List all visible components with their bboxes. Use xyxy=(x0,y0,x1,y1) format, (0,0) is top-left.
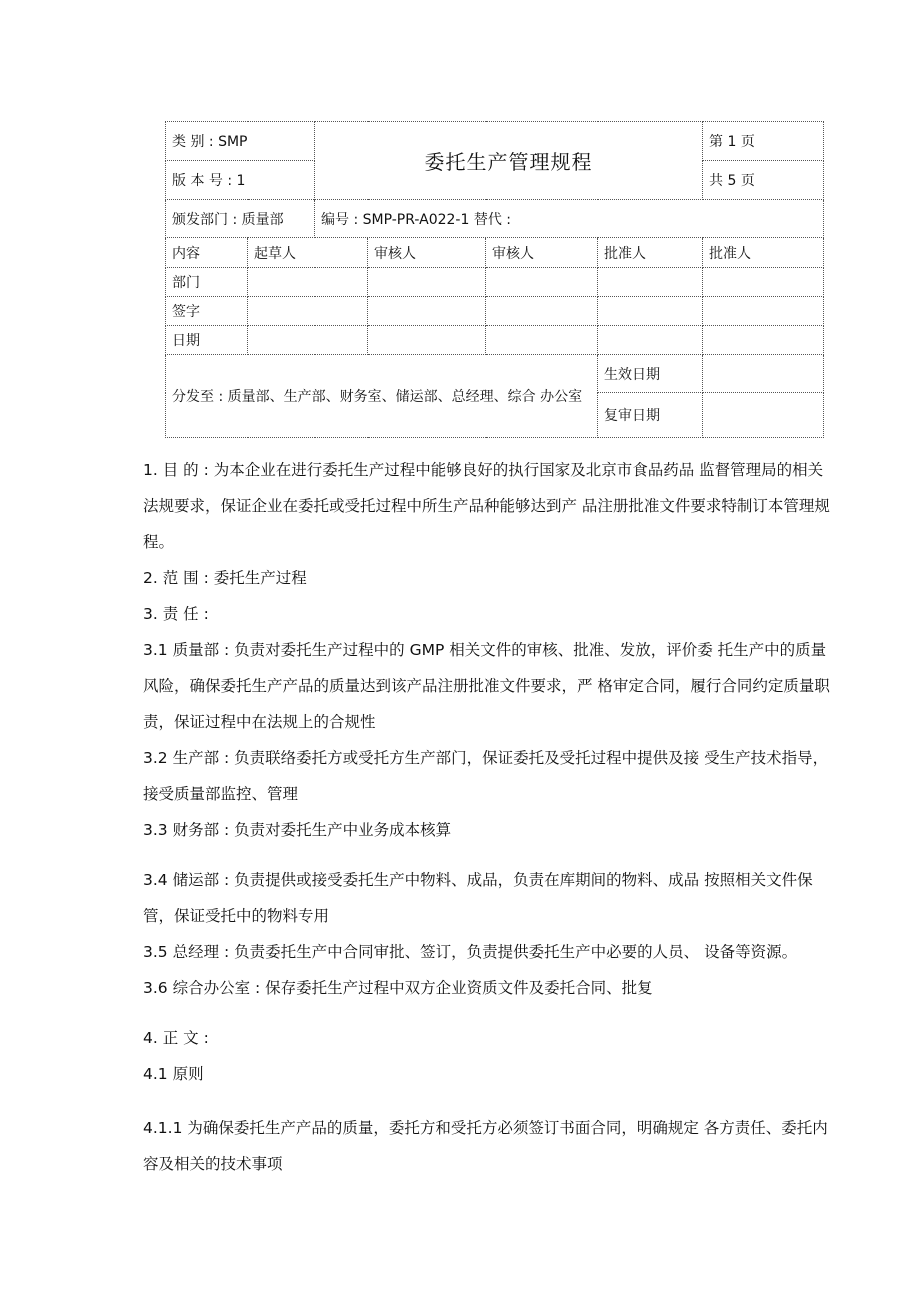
section-main-text: 4. 正 文 : xyxy=(143,1029,209,1047)
col-header: 审核人 xyxy=(486,238,598,268)
review-date-label: 复审日期 xyxy=(598,393,703,438)
document-header-table xyxy=(165,121,824,438)
col-header: 内容 xyxy=(166,238,248,268)
section-admin-office: 3.6 综合办公室 : 保存委托生产过程中双方企业资质文件及委托合同、批复 xyxy=(143,979,653,997)
effective-date-label: 生效日期 xyxy=(598,355,703,393)
issuing-dept-cell: 颁发部门 : 质量部 xyxy=(166,200,315,238)
section-responsibility: 3. 责 任 : xyxy=(143,605,209,623)
row-label: 日期 xyxy=(166,326,248,355)
document-body xyxy=(143,452,838,1182)
row-label: 部门 xyxy=(166,268,248,297)
section-principle-4-1-1: 4.1.1 为确保委托生产产品的质量，委托方和受托方必须签订书面合同，明确规定 各方责任、委托内容及相关的技术事项 xyxy=(143,1119,828,1173)
document-title: 委托生产管理规程 xyxy=(315,122,703,200)
section-general-manager: 3.5 总经理 : 负责委托生产中合同审批、签订，负责提供委托生产中必要的人员、 设备等资源。 xyxy=(143,943,798,961)
section-finance-dept: 3.3 财务部 : 负责对委托生产中业务成本核算 xyxy=(143,821,452,839)
section-production-dept: 3.2 生产部 : 负责联络委托方或受托方生产部门，保证委托及受托过程中提供及接 受生产技术指导，接受质量部监控、管理 xyxy=(143,749,829,803)
section-storage-dept: 3.4 储运部 : 负责提供或接受委托生产中物料、成品，负责在库期间的物料、成品 按照相关文件保管，保证受托中的物料专用 xyxy=(143,871,813,925)
section-quality-dept: 3.1 质量部 : 负责对委托生产过程中的 GMP 相关文件的审核、批准、发放，评价委 托生产中的质量风险，确保委托生产产品的质量达到该产品注册批准文件要求，严 格审定合同，履行合同约定质量职责，保证过程中在法规上的合规性 xyxy=(143,641,830,731)
distribution-cell: 分发至 : 质量部、生产部、财务室、储运部、总经理、综合 办公室 xyxy=(166,355,598,438)
section-principle: 4.1 原则 xyxy=(143,1065,204,1083)
category-cell: 类 别 : SMP xyxy=(166,122,315,161)
col-header: 批准人 xyxy=(703,238,824,268)
row-label: 签字 xyxy=(166,297,248,326)
page-number: 第 1 页 xyxy=(703,122,824,161)
total-pages: 共 5 页 xyxy=(703,161,824,200)
code-cell: 编号 : SMP-PR-A022-1 替代 : xyxy=(315,200,824,238)
col-header: 批准人 xyxy=(598,238,703,268)
col-header: 审核人 xyxy=(368,238,486,268)
section-scope: 2. 范 围 : 委托生产过程 xyxy=(143,569,307,587)
section-purpose: 1. 目 的 : 为本企业在进行委托生产过程中能够良好的执行国家及北京市食品药品 监督管理局的相关法规要求，保证企业在委托或受托过程中所生产品种能够达到产 品注册批准文件要求特制订本管理规程。 xyxy=(143,461,830,551)
version-cell: 版 本 号 : 1 xyxy=(166,161,315,200)
col-header: 起草人 xyxy=(248,238,368,268)
